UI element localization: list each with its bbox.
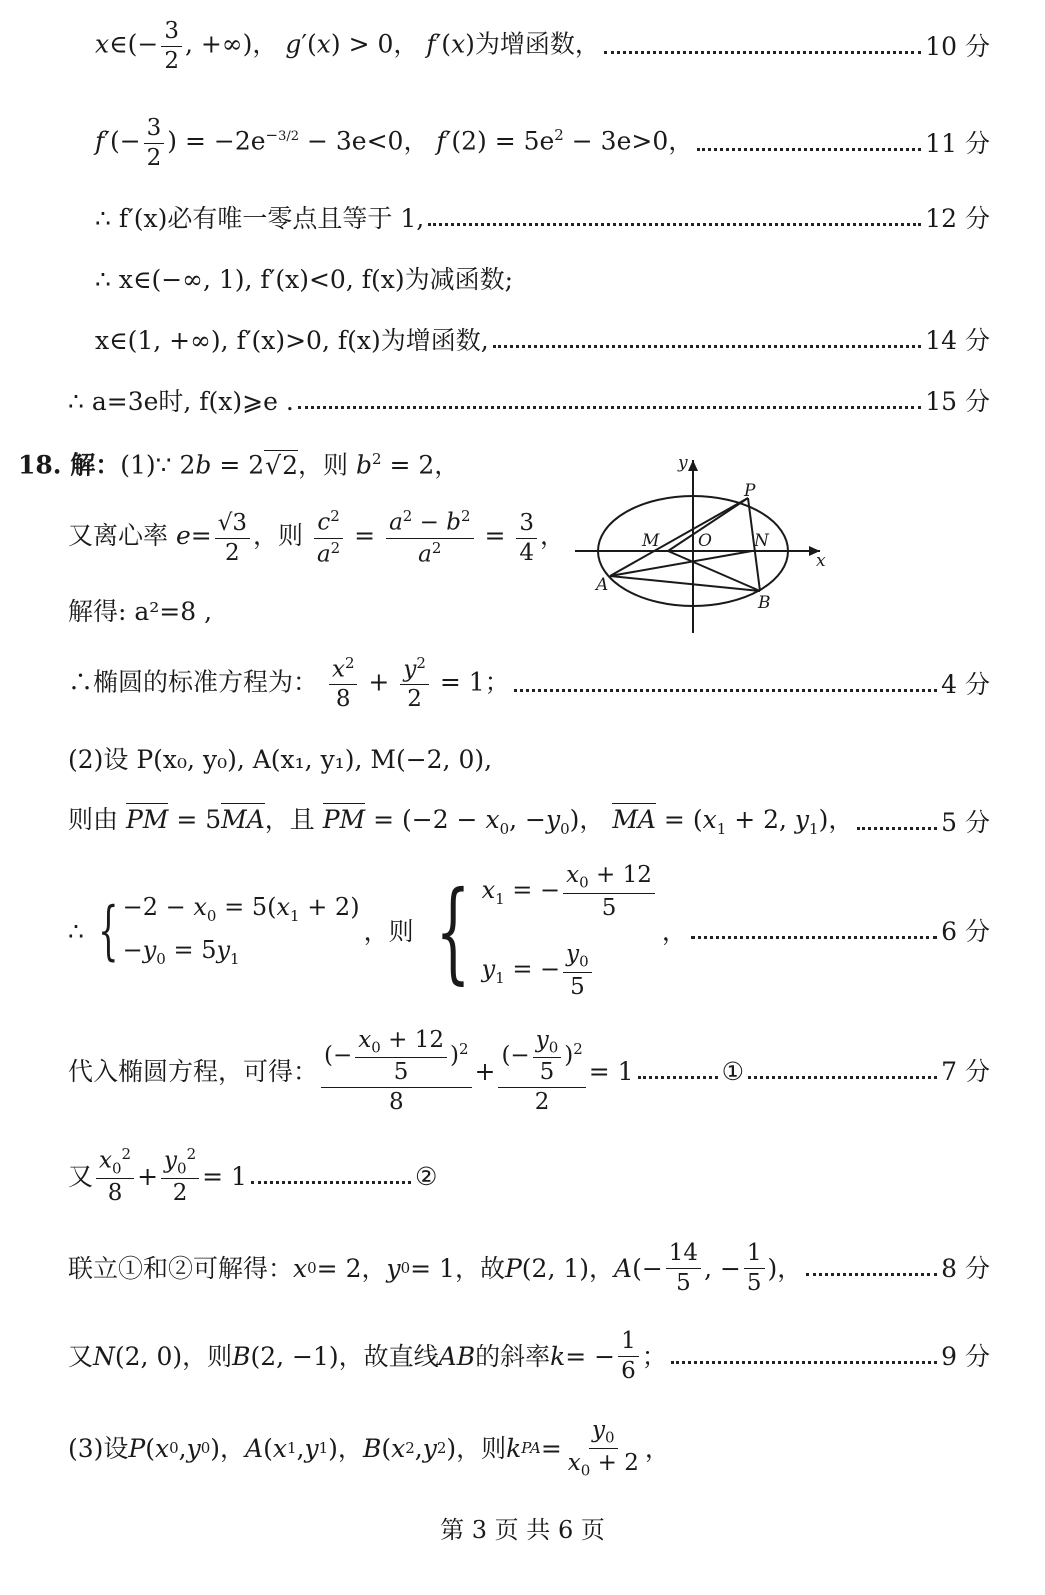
a2-text: 解得: a²=8 ,: [68, 596, 213, 626]
line-p3: [68, 1418, 670, 1478]
line-sol: [68, 1240, 990, 1296]
line-sys: [68, 861, 990, 1000]
x-axis-label: x: [816, 551, 826, 571]
line-ecc: [68, 507, 566, 568]
score-4: 4 分: [941, 669, 990, 699]
y-axis-label: y: [678, 453, 688, 473]
line-15: [68, 386, 990, 416]
line-10: [95, 18, 990, 74]
leader-dots: [748, 1076, 937, 1079]
leader-dots: [697, 148, 921, 151]
y-arrow: [688, 460, 698, 471]
eq2-text: 又 $\frac{x_0^2}{8}$ + $\frac{y_0^2}{2}$ = 1: [68, 1144, 247, 1207]
score-15: 15 分: [925, 386, 990, 416]
leader-dots: [514, 689, 938, 692]
line-13: [95, 264, 513, 294]
line-12-text: ∴ f′(x)必有唯一零点且等于 1,: [95, 203, 425, 233]
question-18: [18, 450, 459, 480]
leader-dots: [638, 1076, 718, 1079]
point-N-label: N: [754, 531, 769, 551]
score-8: 8 分: [941, 1253, 990, 1283]
leader-dots: [857, 827, 937, 830]
score-14: 14 分: [925, 325, 990, 355]
line-slope: [68, 1328, 990, 1384]
line-eq2: [68, 1144, 438, 1207]
line-14: [95, 325, 990, 355]
std-text: ∴椭圆的标准方程为： $\frac{x^2}{8}$ + $\frac{y^2}{2}$ = 1；: [68, 654, 510, 713]
point-P-label: P: [744, 481, 756, 501]
line-p2: [68, 744, 492, 774]
ecc-text: 又离心率 e= $\frac{√3}{2}$ ，则 $\frac{c^2}{a^2}$ = $\frac{a^2 - b^2}{a^2}$ = $\frac{3}{4}$ ，: [68, 507, 566, 568]
line-a2: [68, 596, 212, 626]
p2-text: (2)设 P(x₀, y₀), A(x₁, y₁), M(−2, 0),: [68, 744, 493, 774]
line-13-text: ∴ x∈(−∞, 1), f′(x)<0, f(x)为减函数;: [95, 264, 513, 294]
score-10: 10 分: [925, 31, 990, 61]
score-9: 9 分: [941, 1341, 990, 1371]
ellipse-figure: [570, 448, 830, 638]
p3-text: (3)设 P ( x 0 , y 0 )， A ( x 1 , y 1 )， B ( x 2 , y 2 )，则 k PA = $\frac{y_0}{x_0 + 2}$ ，: [68, 1416, 670, 1480]
leader-dots: [251, 1181, 411, 1184]
score-5: 5 分: [941, 807, 990, 837]
leader-dots: [691, 936, 937, 939]
score-11: 11 分: [925, 128, 990, 158]
sol-text: 联立①和②可解得： x 0 = 2， y 0 = 1，故 P (2, 1)， A (− $\frac{14}{5}$ , − $\frac{1}{5}$ )，: [68, 1240, 803, 1296]
leader-dots: [604, 51, 921, 54]
line-11-text: f′(− $\frac{3}{2}$ ) = $-2e^{-3/2} - 3e<0$， $f'(2) = 5e^2 - 3e>0$，: [95, 115, 694, 171]
point-B-label: B: [758, 593, 771, 613]
leader-dots: [428, 223, 921, 226]
score-7: 7 分: [941, 1056, 990, 1086]
line-12: [95, 203, 990, 233]
slope-text: 又 N (2, 0)，则 B (2, −1)，故直线 AB 的斜率 k = − $\frac{1}{6}$ ；: [68, 1328, 667, 1384]
line-AB: [610, 576, 760, 591]
point-O-label: O: [698, 531, 712, 551]
leader-dots: [671, 1361, 937, 1364]
q18-text: 18. 解：(1)∵ 2b = 2√2，则 $b^2 = 2$，: [18, 450, 460, 480]
sub-text: 代入椭圆方程，可得： (− $\frac{x_0 + 12}{5}$ )$^2$ 8 + (− $\frac{y_0}{5}$ )$^2$ 2 = 1: [68, 1026, 634, 1115]
line-sub: [68, 1026, 990, 1116]
page-footer: 第 3 页 共 6 页: [440, 1516, 605, 1544]
circle-1: ①: [721, 1056, 745, 1086]
line-std: [68, 654, 990, 713]
score-12: 12 分: [925, 203, 990, 233]
line-14-text: x∈(1, +∞), f′(x)>0, f(x)为增函数,: [95, 325, 489, 355]
point-M-label: M: [642, 531, 660, 551]
leader-dots: [806, 1273, 937, 1276]
sys-text: ∴ { $-2 - x_0 = 5(x_1 + 2)$ $-y_0 = 5y_1$ ，则 { $x_1$ = − $\frac{x_0 + 12}{5}$ $y_1$ = − $\frac{y_0}{5}$ ，: [68, 861, 687, 1000]
line-10-text: x∈(− $\frac{3}{2}$ , +∞)， g′(x) > 0， f′(x)为增函数，: [95, 18, 600, 74]
score-6: 6 分: [941, 916, 990, 946]
line-11: [95, 115, 990, 171]
leader-dots: [298, 406, 921, 409]
line-15-text: ∴ a=3e时, f(x)⩾e .: [68, 386, 294, 416]
circle-2: ②: [414, 1161, 438, 1191]
line-pm: [68, 806, 990, 838]
leader-dots: [493, 345, 922, 348]
pm-text: 则由 PM = 5MA，且 PM = ($-2 - x_0$, $-y_0$)， MA = ($x_1 + 2$, $y_1$)，: [68, 805, 854, 838]
point-A-label: A: [596, 575, 609, 595]
